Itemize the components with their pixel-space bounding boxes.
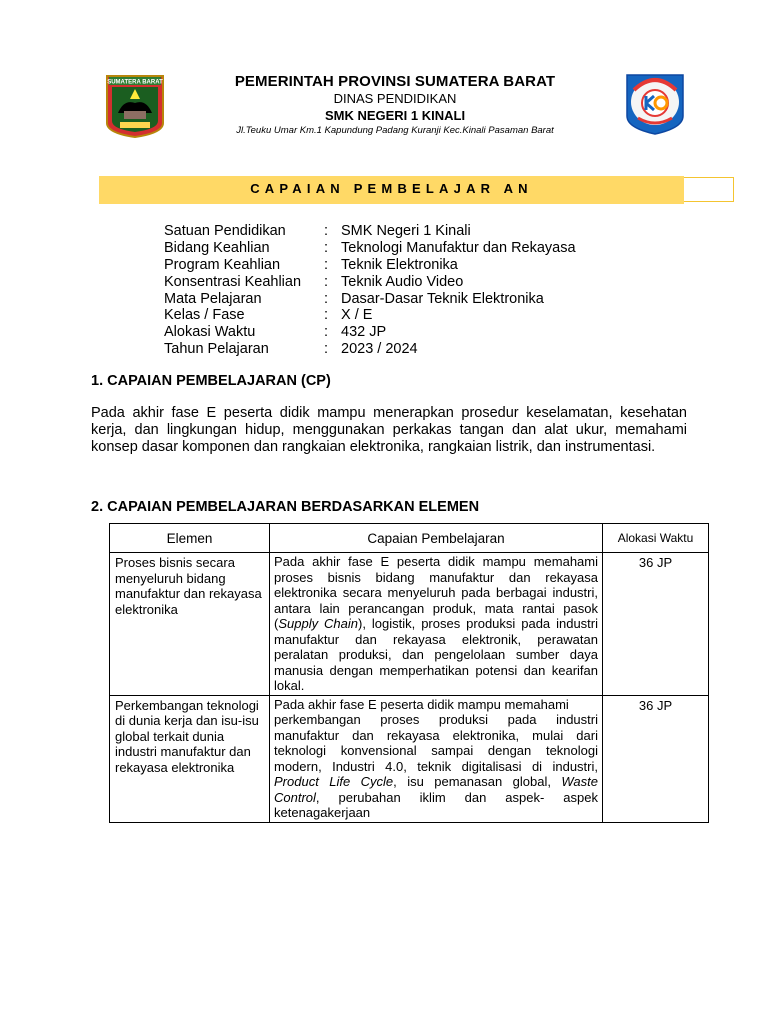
identity-colon: :: [324, 290, 329, 307]
identity-label: Bidang Keahlian: [164, 239, 270, 256]
identity-row: [164, 274, 576, 291]
identity-label: Alokasi Waktu: [164, 324, 256, 341]
cp-text: , perubahan iklim dan aspek- aspek ketenagakerjaan: [274, 789, 598, 820]
document-title: CAPAIAN PEMBELAJAR AN: [250, 181, 533, 196]
identity-label: Kelas / Fase: [164, 307, 245, 324]
identity-value: Teknik Audio Video: [341, 273, 464, 290]
section-1-paragraph: Pada akhir fase E peserta didik mampu menerapkan prosedur keselamatan, kesehatan kerja, dan lingkungan hidup, menggunakan perkakas tangan dan alat ukur, memahami konsep dasar komponen dan rangkaian elektronika, rangkaian listrik, dan instrumentasi.: [91, 405, 687, 455]
cell-elemen: Perkembangan teknologi di dunia kerja dan isu-isu global terkait dunia industri manufaktur dan rekayasa elektronika: [110, 695, 270, 822]
school-address: Jl.Teuku Umar Km.1 Kapundung Padang Kuranji Kec.Kinali Pasaman Barat: [236, 125, 554, 136]
table-row: [110, 553, 709, 696]
cell-alokasi: 36 JP: [603, 553, 709, 696]
section-1-heading: 1. CAPAIAN PEMBELAJARAN (CP): [91, 373, 331, 389]
cp-text: perkembangan proses produksi pada industri manufaktur dan rekayasa elektronika, mulai dari teknologi konvensional sampai dengan teknologi modern, Industri 4.0, teknik digitalisasi di industri,: [274, 712, 598, 774]
cp-clip: [274, 697, 598, 821]
identity-colon: :: [324, 273, 329, 290]
identity-row: [164, 324, 576, 341]
identity-label: Konsentrasi Keahlian: [164, 273, 302, 290]
identity-row: [164, 240, 576, 257]
school-name: SMK NEGERI 1 KINALI: [324, 108, 466, 123]
letterhead: [180, 72, 610, 138]
cell-elemen: Proses bisnis secara menyeluruh bidang manufaktur dan rekayasa elektronika: [110, 553, 270, 696]
identity-row: [164, 223, 576, 240]
cell-capaian: [270, 695, 603, 822]
cp-text: , isu pemanasan global,: [393, 774, 551, 789]
identity-value: 432 JP: [341, 324, 387, 341]
identity-row: [164, 291, 576, 308]
cp-italic-text: Waste Control: [274, 774, 598, 805]
identity-colon: :: [324, 341, 329, 358]
identity-label: Mata Pelajaran: [164, 290, 262, 307]
cp-text: Pada akhir fase E peserta didik mampu memahami: [274, 696, 569, 712]
identity-colon: :: [324, 239, 329, 256]
identity-value: SMK Negeri 1 Kinali: [341, 223, 471, 239]
cell-alokasi: 36 JP: [603, 695, 709, 822]
identity-value: X / E: [341, 307, 373, 324]
cp-text: Pada akhir fase E peserta didik mampu memahami proses bisnis bidang manufaktur dan rekayasa elektronika secara menyeluruh pada berbagai industri, antara lain perancangan produk, mata rantai pasok (: [274, 554, 598, 631]
identity-value: Teknologi Manufaktur dan Rekayasa: [341, 239, 576, 256]
cp-italic-text: Product Life Cycle: [274, 774, 394, 789]
cell-capaian: [270, 553, 603, 696]
title-banner-extension: [684, 177, 734, 202]
identity-colon: :: [324, 324, 329, 341]
cp-italic-text: Supply Chain: [278, 616, 359, 631]
school-logo: [624, 72, 686, 136]
elemen-table: [109, 523, 709, 823]
government-name: PEMERINTAH PROVINSI SUMATERA BARAT: [234, 73, 556, 90]
identity-value: 2023 / 2024: [341, 341, 418, 358]
table-row: [110, 695, 709, 822]
section-2-heading: 2. CAPAIAN PEMBELAJARAN BERDASARKAN ELEMEN: [91, 499, 480, 515]
sumatera-barat-logo: [104, 73, 166, 139]
identity-label: Tahun Pelajaran: [164, 341, 269, 358]
header-elemen: Elemen: [110, 524, 270, 553]
identity-label: Satuan Pendidikan: [164, 223, 286, 239]
header-alokasi: Alokasi Waktu: [603, 524, 709, 553]
identity-row: [164, 341, 576, 358]
identity-colon: :: [324, 307, 329, 324]
department-name: DINAS PENDIDIKAN: [333, 91, 457, 106]
identity-row: [164, 307, 576, 324]
identity-value: Teknik Elektronika: [341, 256, 458, 273]
cp-text: ), logistik, proses produksi pada industri manufaktur dan rekayasa elektronik, perawatan peralatan produksi, dan pengelolaan sumber daya manusia dengan memperhatikan potensi dan kearifan lokal.: [274, 616, 599, 693]
identity-block: [164, 223, 576, 358]
table-header-row: [110, 524, 709, 553]
header-capaian: Capaian Pembelajaran: [270, 524, 603, 553]
identity-colon: :: [324, 256, 329, 273]
identity-colon: :: [324, 223, 329, 239]
identity-row: [164, 257, 576, 274]
identity-label: Program Keahlian: [164, 256, 281, 273]
logo-banner-text: SUMATERA BARAT: [107, 79, 163, 86]
identity-value: Dasar-Dasar Teknik Elektronika: [341, 290, 544, 307]
